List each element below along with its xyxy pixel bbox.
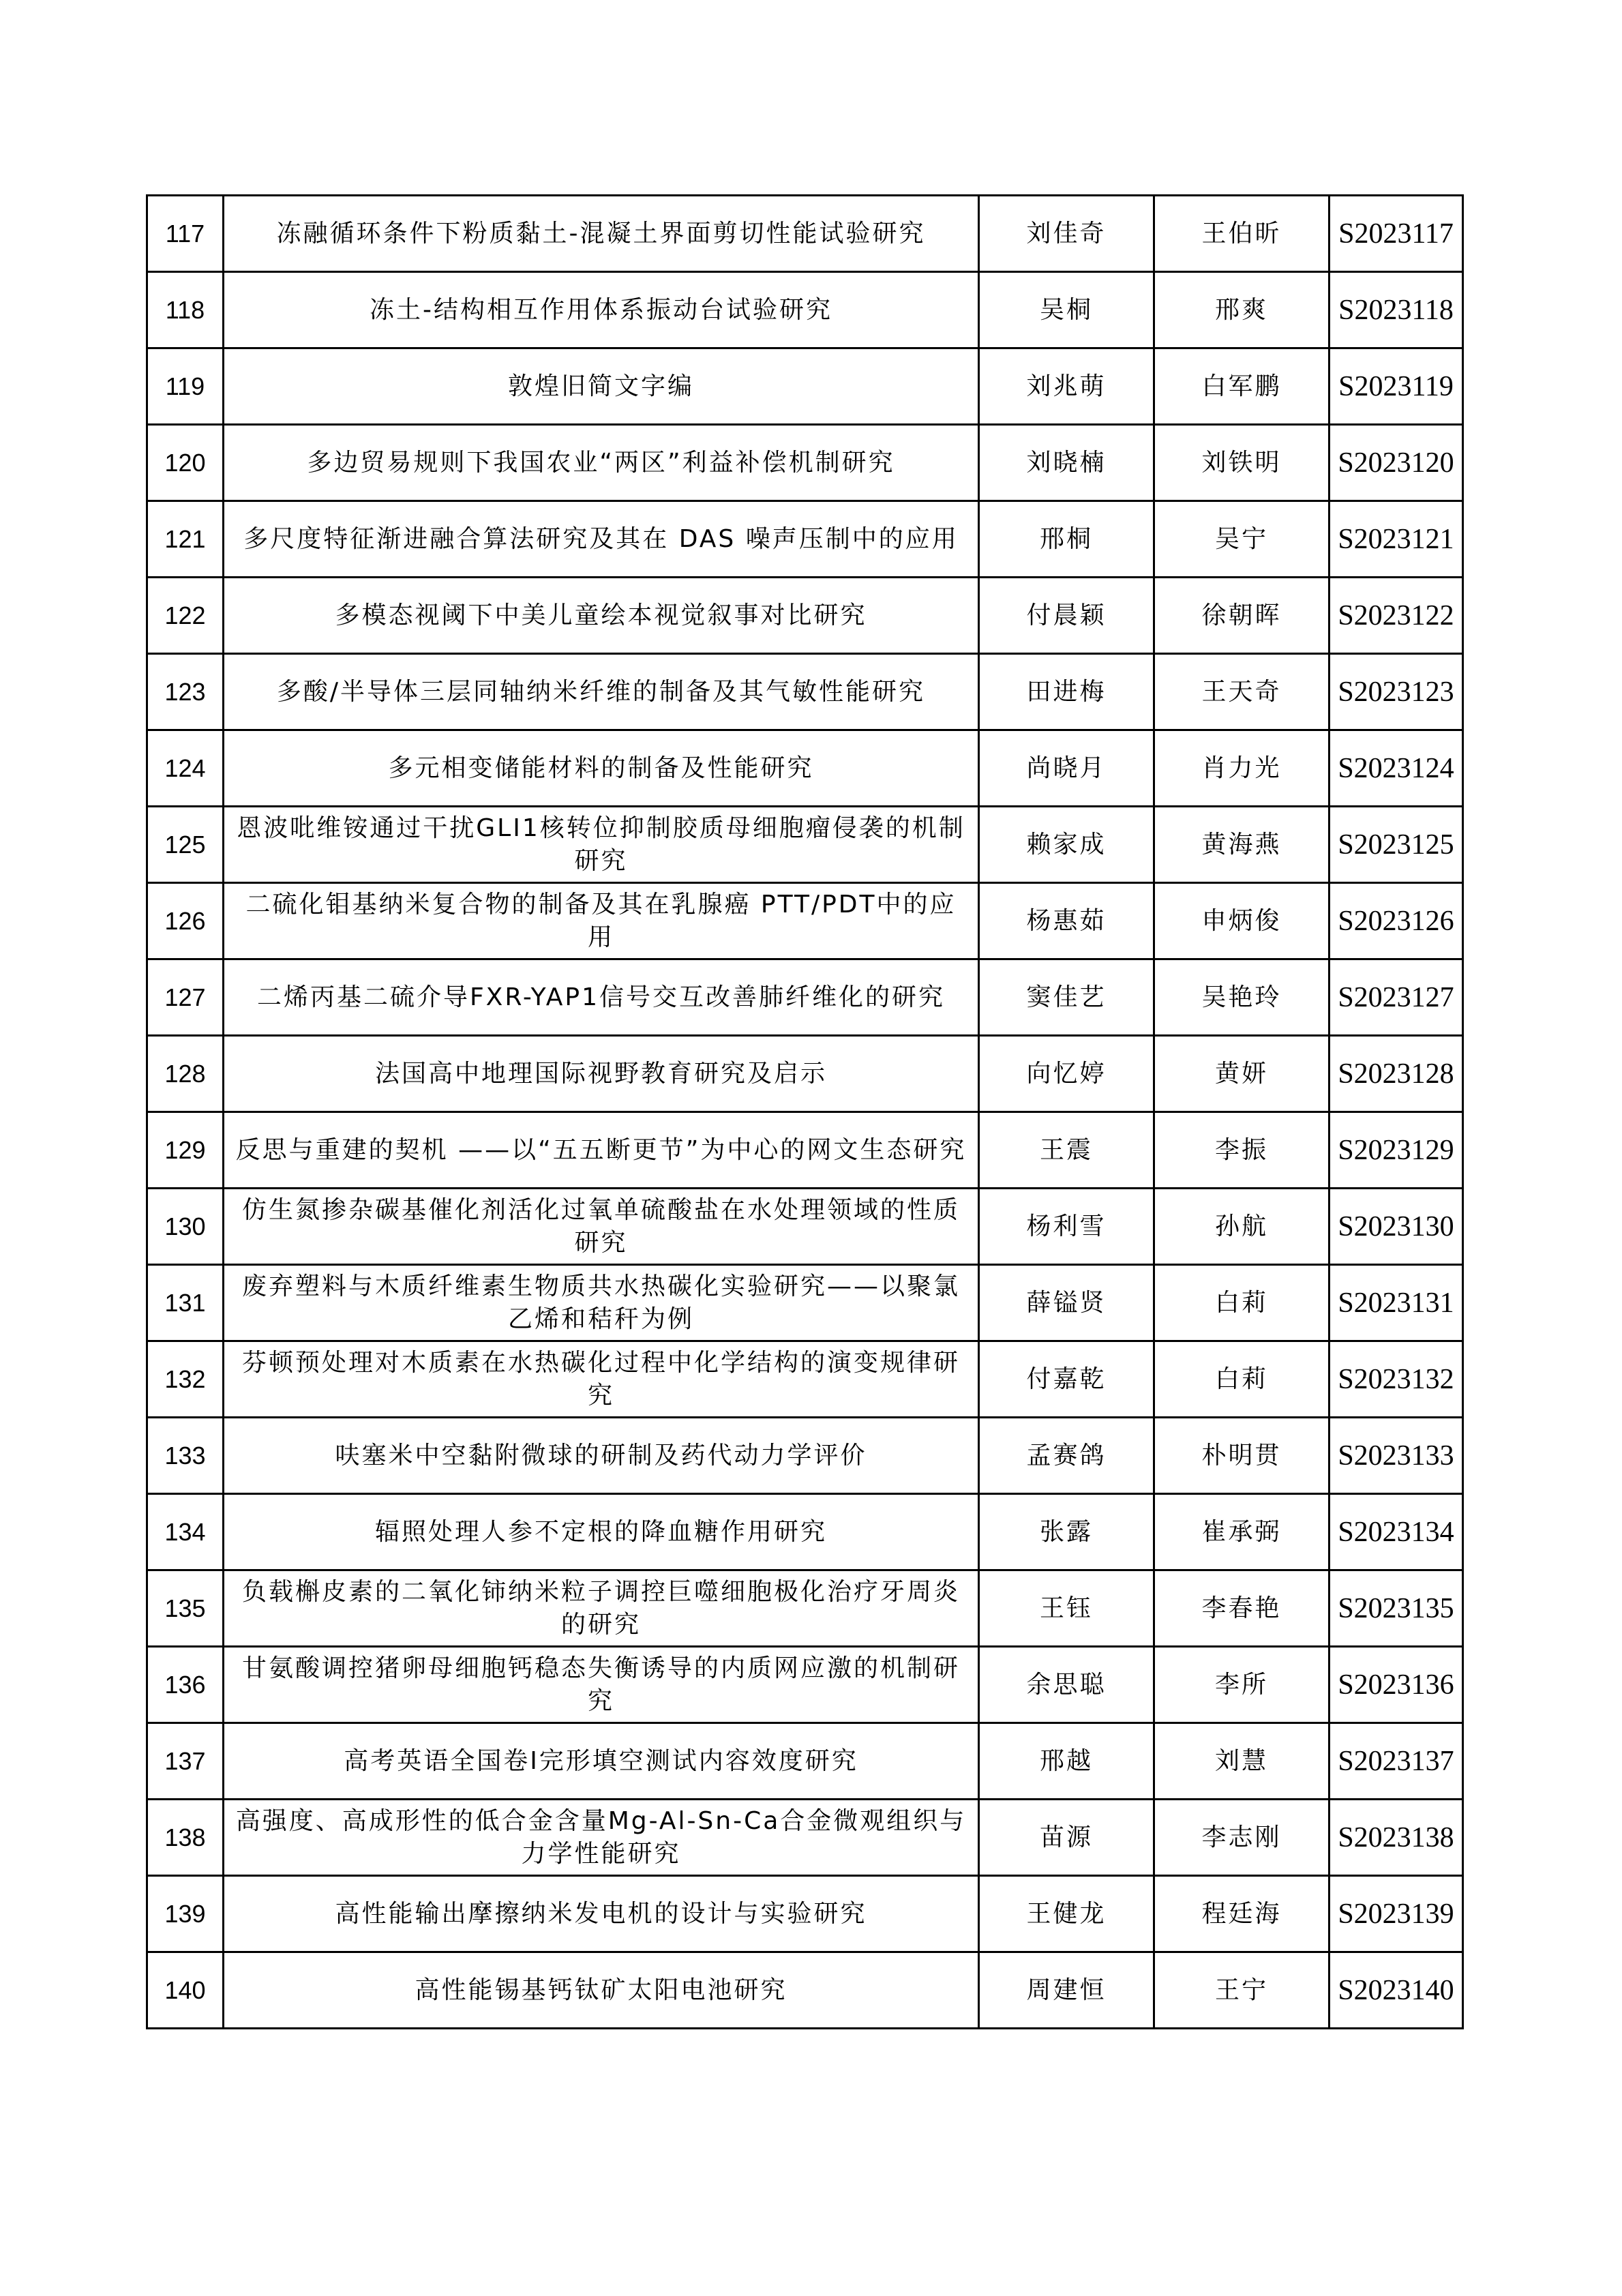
project-leader: 田进梅 <box>979 654 1154 730</box>
project-leader: 刘兆萌 <box>979 348 1154 425</box>
row-number: 132 <box>147 1341 224 1418</box>
project-leader: 向忆婷 <box>979 1036 1154 1112</box>
table-row <box>147 578 1463 654</box>
project-title: 高强度、高成形性的低合金含量Mg-Al-Sn-Ca合金微观组织与力学性能研究 <box>224 1800 979 1876</box>
row-number: 127 <box>147 959 224 1036</box>
project-leader: 刘佳奇 <box>979 196 1154 272</box>
project-leader: 杨利雪 <box>979 1189 1154 1265</box>
table-row <box>147 1189 1463 1265</box>
table-row <box>147 1418 1463 1494</box>
row-number: 130 <box>147 1189 224 1265</box>
advisor-name: 吴宁 <box>1154 501 1330 578</box>
project-code: S2023120 <box>1330 425 1463 501</box>
row-number: 133 <box>147 1418 224 1494</box>
advisor-name: 吴艳玲 <box>1154 959 1330 1036</box>
table-row <box>147 272 1463 348</box>
advisor-name: 刘慧 <box>1154 1723 1330 1800</box>
project-code: S2023123 <box>1330 654 1463 730</box>
project-code: S2023122 <box>1330 578 1463 654</box>
project-code: S2023126 <box>1330 883 1463 959</box>
advisor-name: 白军鹏 <box>1154 348 1330 425</box>
project-title: 高考英语全国卷Ⅰ完形填空测试内容效度研究 <box>224 1723 979 1800</box>
table-row <box>147 883 1463 959</box>
row-number: 128 <box>147 1036 224 1112</box>
table-row <box>147 1723 1463 1800</box>
advisor-name: 李所 <box>1154 1647 1330 1723</box>
row-number: 120 <box>147 425 224 501</box>
project-title: 多酸/半导体三层同轴纳米纤维的制备及其气敏性能研究 <box>224 654 979 730</box>
row-number: 126 <box>147 883 224 959</box>
row-number: 139 <box>147 1876 224 1952</box>
advisor-name: 徐朝晖 <box>1154 578 1330 654</box>
table-row <box>147 196 1463 272</box>
project-leader: 赖家成 <box>979 807 1154 883</box>
project-leader: 杨惠茹 <box>979 883 1154 959</box>
project-table <box>146 194 1464 2029</box>
project-code: S2023118 <box>1330 272 1463 348</box>
project-leader: 邢桐 <box>979 501 1154 578</box>
table-row <box>147 1800 1463 1876</box>
project-title: 芬顿预处理对木质素在水热碳化过程中化学结构的演变规律研究 <box>224 1341 979 1418</box>
row-number: 134 <box>147 1494 224 1570</box>
project-title: 负载槲皮素的二氧化铈纳米粒子调控巨噬细胞极化治疗牙周炎的研究 <box>224 1570 979 1647</box>
project-title: 高性能输出摩擦纳米发电机的设计与实验研究 <box>224 1876 979 1952</box>
project-code: S2023138 <box>1330 1800 1463 1876</box>
project-title: 恩波吡维铵通过干扰GLI1核转位抑制胶质母细胞瘤侵袭的机制研究 <box>224 807 979 883</box>
project-code: S2023140 <box>1330 1952 1463 2029</box>
project-leader: 薛镒贤 <box>979 1265 1154 1341</box>
advisor-name: 李振 <box>1154 1112 1330 1189</box>
project-leader: 付晨颖 <box>979 578 1154 654</box>
project-table-body <box>147 196 1463 2029</box>
advisor-name: 孙航 <box>1154 1189 1330 1265</box>
table-row <box>147 1341 1463 1418</box>
project-leader: 吴桐 <box>979 272 1154 348</box>
project-title: 甘氨酸调控猪卵母细胞钙稳态失衡诱导的内质网应激的机制研究 <box>224 1647 979 1723</box>
project-code: S2023134 <box>1330 1494 1463 1570</box>
project-title: 多边贸易规则下我国农业“两区”利益补偿机制研究 <box>224 425 979 501</box>
project-leader: 王健龙 <box>979 1876 1154 1952</box>
project-leader: 王震 <box>979 1112 1154 1189</box>
project-code: S2023121 <box>1330 501 1463 578</box>
advisor-name: 肖力光 <box>1154 730 1330 807</box>
row-number: 119 <box>147 348 224 425</box>
table-row <box>147 1647 1463 1723</box>
table-row <box>147 1036 1463 1112</box>
project-title: 冻融循环条件下粉质黏土-混凝土界面剪切性能试验研究 <box>224 196 979 272</box>
advisor-name: 白莉 <box>1154 1341 1330 1418</box>
project-leader: 付嘉乾 <box>979 1341 1154 1418</box>
row-number: 135 <box>147 1570 224 1647</box>
table-row <box>147 1876 1463 1952</box>
row-number: 122 <box>147 578 224 654</box>
advisor-name: 王天奇 <box>1154 654 1330 730</box>
project-title: 仿生氮掺杂碳基催化剂活化过氧单硫酸盐在水处理领域的性质研究 <box>224 1189 979 1265</box>
table-row <box>147 425 1463 501</box>
project-title: 反思与重建的契机 ——以“五五断更节”为中心的网文生态研究 <box>224 1112 979 1189</box>
project-title: 敦煌旧简文字编 <box>224 348 979 425</box>
project-code: S2023127 <box>1330 959 1463 1036</box>
project-code: S2023137 <box>1330 1723 1463 1800</box>
advisor-name: 邢爽 <box>1154 272 1330 348</box>
project-leader: 刘晓楠 <box>979 425 1154 501</box>
project-leader: 余思聪 <box>979 1647 1154 1723</box>
project-title: 高性能锡基钙钛矿太阳电池研究 <box>224 1952 979 2029</box>
row-number: 117 <box>147 196 224 272</box>
project-leader: 周建恒 <box>979 1952 1154 2029</box>
advisor-name: 李春艳 <box>1154 1570 1330 1647</box>
project-title: 二烯丙基二硫介导FXR-YAP1信号交互改善肺纤维化的研究 <box>224 959 979 1036</box>
table-row <box>147 730 1463 807</box>
project-code: S2023133 <box>1330 1418 1463 1494</box>
advisor-name: 白莉 <box>1154 1265 1330 1341</box>
advisor-name: 刘铁明 <box>1154 425 1330 501</box>
table-row <box>147 959 1463 1036</box>
project-leader: 苗源 <box>979 1800 1154 1876</box>
advisor-name: 崔承弼 <box>1154 1494 1330 1570</box>
advisor-name: 朴明贯 <box>1154 1418 1330 1494</box>
row-number: 136 <box>147 1647 224 1723</box>
table-row <box>147 654 1463 730</box>
table-row <box>147 1570 1463 1647</box>
project-leader: 尚晓月 <box>979 730 1154 807</box>
project-title: 呋塞米中空黏附微球的研制及药代动力学评价 <box>224 1418 979 1494</box>
project-code: S2023125 <box>1330 807 1463 883</box>
row-number: 124 <box>147 730 224 807</box>
advisor-name: 申炳俊 <box>1154 883 1330 959</box>
project-title: 法国高中地理国际视野教育研究及启示 <box>224 1036 979 1112</box>
table-row <box>147 1112 1463 1189</box>
project-title: 多模态视阈下中美儿童绘本视觉叙事对比研究 <box>224 578 979 654</box>
project-leader: 邢越 <box>979 1723 1154 1800</box>
project-code: S2023129 <box>1330 1112 1463 1189</box>
row-number: 125 <box>147 807 224 883</box>
row-number: 118 <box>147 272 224 348</box>
advisor-name: 程廷海 <box>1154 1876 1330 1952</box>
project-code: S2023136 <box>1330 1647 1463 1723</box>
project-code: S2023128 <box>1330 1036 1463 1112</box>
project-code: S2023135 <box>1330 1570 1463 1647</box>
advisor-name: 黄海燕 <box>1154 807 1330 883</box>
project-title: 冻土-结构相互作用体系振动台试验研究 <box>224 272 979 348</box>
row-number: 131 <box>147 1265 224 1341</box>
row-number: 138 <box>147 1800 224 1876</box>
project-title: 二硫化钼基纳米复合物的制备及其在乳腺癌 PTT/PDT中的应用 <box>224 883 979 959</box>
project-code: S2023119 <box>1330 348 1463 425</box>
table-row <box>147 1494 1463 1570</box>
project-title: 废弃塑料与木质纤维素生物质共水热碳化实验研究——以聚氯乙烯和秸秆为例 <box>224 1265 979 1341</box>
row-number: 121 <box>147 501 224 578</box>
advisor-name: 黄妍 <box>1154 1036 1330 1112</box>
table-row <box>147 1952 1463 2029</box>
advisor-name: 王宁 <box>1154 1952 1330 2029</box>
project-leader: 王钰 <box>979 1570 1154 1647</box>
project-code: S2023130 <box>1330 1189 1463 1265</box>
row-number: 129 <box>147 1112 224 1189</box>
table-row <box>147 1265 1463 1341</box>
row-number: 137 <box>147 1723 224 1800</box>
project-title: 辐照处理人参不定根的降血糖作用研究 <box>224 1494 979 1570</box>
project-code: S2023117 <box>1330 196 1463 272</box>
project-code: S2023132 <box>1330 1341 1463 1418</box>
project-code: S2023139 <box>1330 1876 1463 1952</box>
advisor-name: 李志刚 <box>1154 1800 1330 1876</box>
advisor-name: 王伯昕 <box>1154 196 1330 272</box>
row-number: 140 <box>147 1952 224 2029</box>
project-title: 多元相变储能材料的制备及性能研究 <box>224 730 979 807</box>
project-code: S2023124 <box>1330 730 1463 807</box>
project-code: S2023131 <box>1330 1265 1463 1341</box>
table-row <box>147 501 1463 578</box>
row-number: 123 <box>147 654 224 730</box>
table-row <box>147 807 1463 883</box>
table-row <box>147 348 1463 425</box>
project-leader: 孟赛鸽 <box>979 1418 1154 1494</box>
project-leader: 窦佳艺 <box>979 959 1154 1036</box>
project-title: 多尺度特征渐进融合算法研究及其在 DAS 噪声压制中的应用 <box>224 501 979 578</box>
project-leader: 张露 <box>979 1494 1154 1570</box>
